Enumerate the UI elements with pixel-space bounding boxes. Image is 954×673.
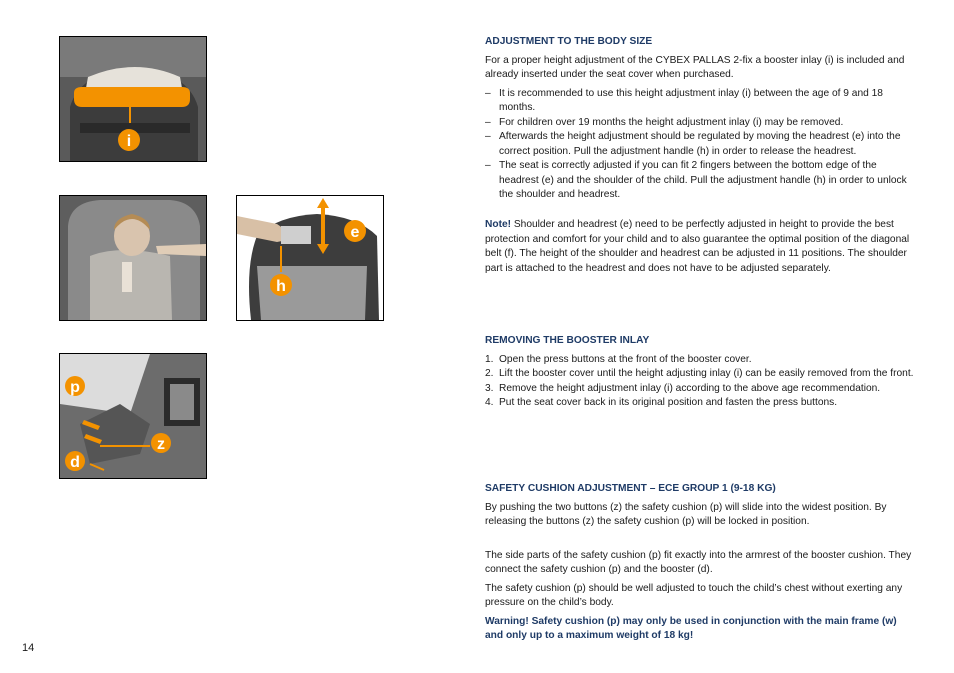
- list-item: – Afterwards the height adjustment should be regulated by moving the headrest (e) into the correct position. Pull the adjustment handle (h) in order to release the headrest.: [485, 130, 915, 159]
- note-label: Note!: [485, 219, 512, 230]
- cushion-warning: Warning! Safety cushion (p) may only be used in conjunction with the main frame (w) and only up to a maximum weight of 18 kg!: [485, 615, 897, 641]
- inlay-label: i: [126, 133, 132, 150]
- note-text: Shoulder and headrest (e) need to be perfectly adjusted in height to provide the best protection and comfort for your child and to also guarantee the optimal position of the diagonal belt (f). The height of the shoulder and headrest can be adjusted in 11 positions. The shoulder part is attached to the headrest and does not have to be adjusted separately.: [485, 219, 910, 274]
- adjustment-list: [485, 87, 915, 203]
- list-item: 4. Put the seat cover back in its original position and fasten the press buttons.: [485, 397, 838, 408]
- booster-label: d: [70, 454, 80, 471]
- list-item: 3. Remove the height adjustment inlay (i) according to the above age recommendation.: [485, 382, 881, 394]
- cushion-paragraph-2: The side parts of the safety cushion (p) fit exactly into the armrest of the booster cushion. They connect the safety cushion (p) and the booster (d).: [485, 549, 912, 575]
- adjustment-intro: For a proper height adjustment of the CYBEX PALLAS 2-fix a booster inlay (i) is included and already inserted under the seat cover when purchased.: [485, 54, 905, 80]
- removing-heading: REMOVING THE BOOSTER INLAY: [485, 335, 650, 346]
- cushion-paragraph-3: The safety cushion (p) should be well adjusted to touch the child’s chest without exerting any pressure on the child’s body.: [485, 582, 903, 608]
- removing-steps: [485, 353, 915, 411]
- headrest-label: e: [350, 224, 360, 241]
- section-note: [485, 218, 915, 276]
- figure-child-in-seat: [59, 195, 207, 321]
- page-number: 14: [22, 642, 35, 654]
- section-cushion: [485, 482, 915, 644]
- section-removing: [485, 334, 915, 411]
- safety-cushion-illustration: [60, 354, 206, 478]
- handle-label: h: [276, 278, 286, 295]
- figure-headrest-adjustment: [236, 195, 384, 321]
- section-adjustment: [485, 35, 915, 203]
- note-paragraph: [485, 218, 915, 276]
- list-item: 2. Lift the booster cover until the height adjusting inlay (i) can be easily removed from the front.: [485, 368, 914, 379]
- figure-safety-cushion: [59, 353, 207, 479]
- child-seat-photo: [60, 196, 206, 320]
- list-item: – For children over 19 months the height adjustment inlay (i) may be removed.: [485, 116, 915, 131]
- cushion-label: p: [70, 379, 80, 396]
- cushion-heading: SAFETY CUSHION ADJUSTMENT – ECE GROUP 1 (9-18 KG): [485, 483, 776, 494]
- headrest-illustration: [237, 196, 383, 320]
- list-item: – The seat is correctly adjusted if you can fit 2 fingers between the bottom edge of the headrest (e) and the shoulder of the child. Pull the adjustment handle (h) in order to unlock the shoulder and headrest.: [485, 159, 915, 203]
- list-item: – It is recommended to use this height adjustment inlay (i) between the age of 9 and 18 months.: [485, 87, 915, 116]
- list-item: 1. Open the press buttons at the front of the booster cover.: [485, 353, 752, 365]
- adjustment-heading: ADJUSTMENT TO THE BODY SIZE: [485, 36, 653, 47]
- figure-booster-inlay: [59, 36, 207, 162]
- cushion-paragraph-1: By pushing the two buttons (z) the safety cushion (p) will slide into the widest position. By releasing the buttons (z) the safety cushion (p) will be locked in position.: [485, 501, 887, 527]
- buttons-label: z: [157, 436, 165, 453]
- booster-inlay-illustration: [60, 37, 206, 161]
